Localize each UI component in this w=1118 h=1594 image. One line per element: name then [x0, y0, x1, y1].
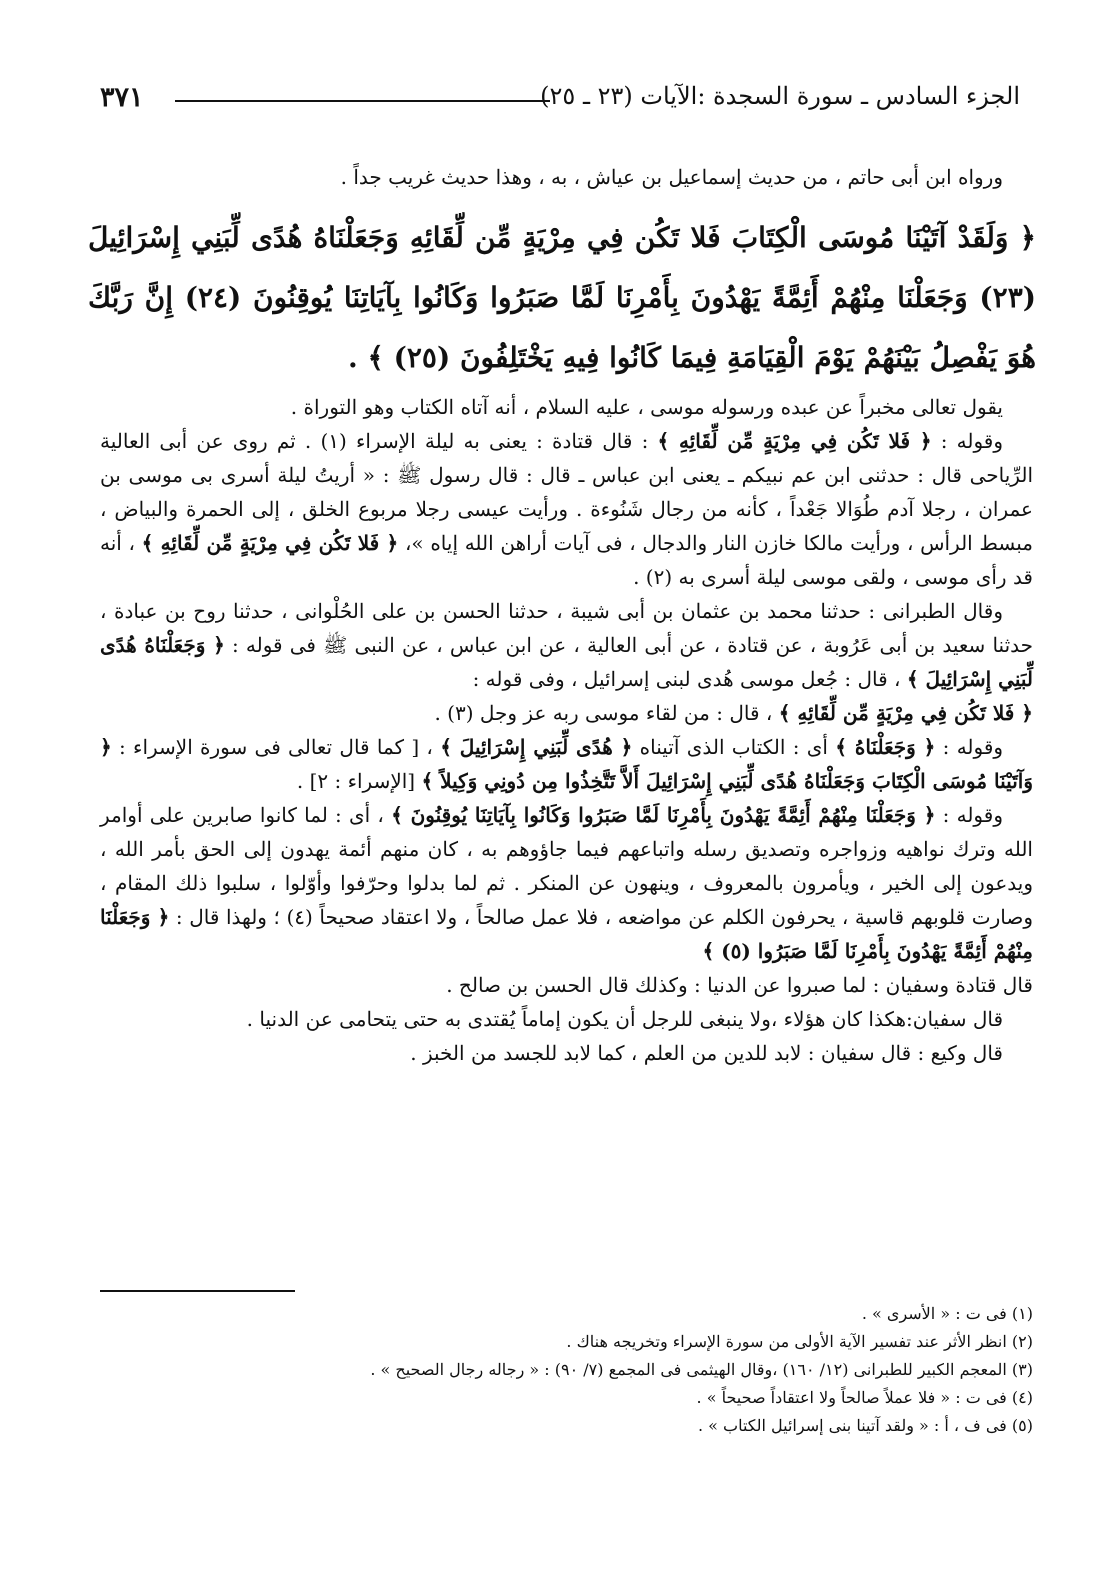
paragraph-2	[100, 424, 1033, 594]
p6-text-b: ، أى : لما كانوا صابرين على أوامر الله وترك نواهيه وزواجره وتصديق رسله واتباعهم فيما جاؤوهم به ، كان منهم أئمة يهدون إلى الحق بأمر الله ، ويدعون إلى الخير ، ويأمرون بالمعروف ، وينهون عن المنكر . ثم لما بدلوا وحرّفوا وأوّلوا ، سلبوا ذلك المقام ، وصارت قلوبهم قاسية ، يحرفون الكلم عن مواضعه ، فلا عمل صالحاً ، ولا اعتقاد صحيحاً (٤) ؛ ولهذا قال :	[100, 803, 1034, 929]
quran-verses: ﴿ وَلَقَدْ آتَيْنَا مُوسَى الْكِتَابَ فَلا تَكُن فِي مِرْيَةٍ مِّن لِّقَائِهِ وَجَعَلْنَاهُ هُدًى لِّبَنِي إِسْرَائِيلَ (٢٣) وَجَعَلْنَا مِنْهُمْ أَئِمَّةً يَهْدُونَ بِأَمْرِنَا لَمَّا صَبَرُوا وَكَانُوا بِآيَاتِنَا يُوقِنُونَ (٢٤) إِنَّ رَبَّكَ هُوَ يَفْصِلُ بَيْنَهُمْ يَوْمَ الْقِيَامَةِ فِيمَا كَانُوا فِيهِ يَخْتَلِفُونَ (٢٥) ﴾ .	[88, 221, 1036, 374]
paragraph-3	[100, 594, 1033, 696]
paragraph-1: يقول تعالى مخبراً عن عبده ورسوله موسى ، عليه السلام ، أنه آتاه الكتاب وهو التوراة .	[290, 395, 1003, 419]
footnotes	[100, 1300, 1033, 1440]
footnote-rule	[100, 1290, 295, 1292]
p5-text-a: وقوله :	[935, 735, 1004, 759]
p5-quote-1: ﴿ وَجَعَلْنَاهُ ﴾	[835, 735, 936, 759]
p2-text-a: وقوله :	[931, 429, 1003, 453]
paragraph-7: قال سفيان:هكذا كان هؤلاء ،ولا ينبغى للرجل أن يكون إماماً يُقتدى به حتى يتحامى عن الدنيا .	[246, 1007, 1003, 1031]
p5-text-c: ، [ كما قال تعالى فى سورة الإسراء :	[119, 735, 433, 759]
paragraph-8: قال وكيع : قال سفيان : لابد للدين من العلم ، كما لابد للجسد من الخبز .	[410, 1041, 1003, 1065]
paragraph-6-tail: قال قتادة وسفيان : لما صبروا عن الدنيا : وكذلك قال الحسن بن صالح .	[446, 973, 1033, 997]
footnote-5: (٥) فى ف ، أ : « ولقد آتينا بنى إسرائيل الكتاب » .	[697, 1416, 1033, 1435]
footnote-3: (٣) المعجم الكبير للطبرانى (١٢/ ١٦٠) ،وقال الهيثمى فى المجمع (٧/ ٩٠) : « رجاله رجال الصحيح » .	[370, 1360, 1033, 1379]
p4-text-a: ، قال : من لقاء موسى ربه عز وجل (٣) .	[434, 701, 773, 725]
intro-text: ورواه ابن أبى حاتم ، من حديث إسماعيل بن عياش ، به ، وهذا حديث غريب جداً .	[340, 165, 1003, 189]
p3-text-b: ، قال : جُعل موسى هُدى لبنى إسرائيل ، وفى قوله :	[472, 667, 901, 691]
paragraph-4	[100, 696, 1033, 730]
p6-quote-2: ﴿ وَجَعَلْنَا مِنْهُمْ أَئِمَّةً يَهْدُونَ بِأَمْرِنَا لَمَّا صَبَرُوا (٥) ﴾	[100, 905, 1033, 963]
page-number: ٣٧١	[100, 82, 144, 113]
p2-text-b: : قال قتادة : يعنى به ليلة الإسراء (١) . ثم روى عن أبى العالية الرِّياحى قال : حدثنى ابن عم نبيكم ـ يعنى ابن عباس ـ قال : قال رسول ﷺ : « أريتُ ليلة أسرى بى موسى بن عمران ، رجلا آدم طُوَالا جَعْداً ، كأنه من رجال شَنُوءة . ورأيت عيسى رجلا مربوع الخلق ، إلى الحمرة والبياض ، مبسط الرأس ، ورأيت مالكا خازن النار والدجال ، فى آيات أراهن الله إياه »،	[100, 429, 1033, 555]
p5-text-b: أى : الكتاب الذى آتيناه	[632, 735, 828, 759]
p4-quote-1: ﴿ فَلا تَكُن فِي مِرْيَةٍ مِّن لِّقَائِهِ ﴾	[778, 701, 1033, 725]
p2-quote-2: ﴿ فَلا تَكُن فِي مِرْيَةٍ مِّن لِّقَائِهِ ﴾	[141, 531, 399, 555]
paragraph-6	[100, 798, 1033, 968]
p5-text-d: [الإسراء : ٢] .	[296, 769, 416, 793]
running-title: الجزء السادس ـ سورة السجدة :الآيات (٢٣ ـ ٢٥)	[540, 82, 1020, 110]
footnote-4: (٤) فى ت : « فلا عملاً صالحاً ولا اعتقاداً صحيحاً » .	[696, 1388, 1033, 1407]
intro-paragraph	[100, 160, 1033, 194]
p3-quote-1: ﴿ وَجَعَلْنَاهُ هُدًى لِّبَنِي إِسْرَائِيلَ ﴾	[100, 633, 1033, 691]
p2-text-c: ، أنه قد رأى موسى ، ولقى موسى ليلة أسرى به (٢) .	[100, 531, 1033, 589]
p3-text-a: وقال الطبرانى : حدثنا محمد بن عثمان بن أبى شيبة ، حدثنا الحسن بن على الحُلْوانى ، حدثنا روح بن عبادة ، حدثنا سعيد بن أبى عَرُوبة ، عن قتادة ، عن أبى العالية ، عن ابن عباس ، عن النبى ﷺ فى قوله :	[100, 599, 1033, 657]
paragraph-5	[100, 730, 1033, 798]
commentary	[100, 390, 1033, 1070]
p6-quote-1: ﴿ وَجَعَلْنَا مِنْهُمْ أَئِمَّةً يَهْدُونَ بِأَمْرِنَا لَمَّا صَبَرُوا وَكَانُوا بِآيَاتِنَا يُوقِنُونَ ﴾	[391, 803, 936, 827]
p2-quote-1: ﴿ فَلا تَكُن فِي مِرْيَةٍ مِّن لِّقَائِهِ ﴾	[657, 429, 932, 453]
p5-quote-2: ﴿ هُدًى لِّبَنِي إِسْرَائِيلَ ﴾	[440, 735, 633, 759]
header-rule	[175, 100, 550, 102]
footnote-2: (٢) انظر الأثر عند تفسير الآية الأولى من سورة الإسراء وتخريجه هناك .	[566, 1332, 1033, 1351]
footnote-1: (١) فى ت : « الأسرى » .	[861, 1304, 1033, 1323]
p5-quote-3: ﴿ وَآتَيْنَا مُوسَى الْكِتَابَ وَجَعَلْنَاهُ هُدًى لِّبَنِي إِسْرَائِيلَ أَلاَّ تَتَّخِذُوا مِن دُونِي وَكِيلاً ﴾	[100, 735, 1033, 793]
p6-text-a: وقوله :	[942, 803, 1003, 827]
page-header	[100, 78, 1020, 118]
